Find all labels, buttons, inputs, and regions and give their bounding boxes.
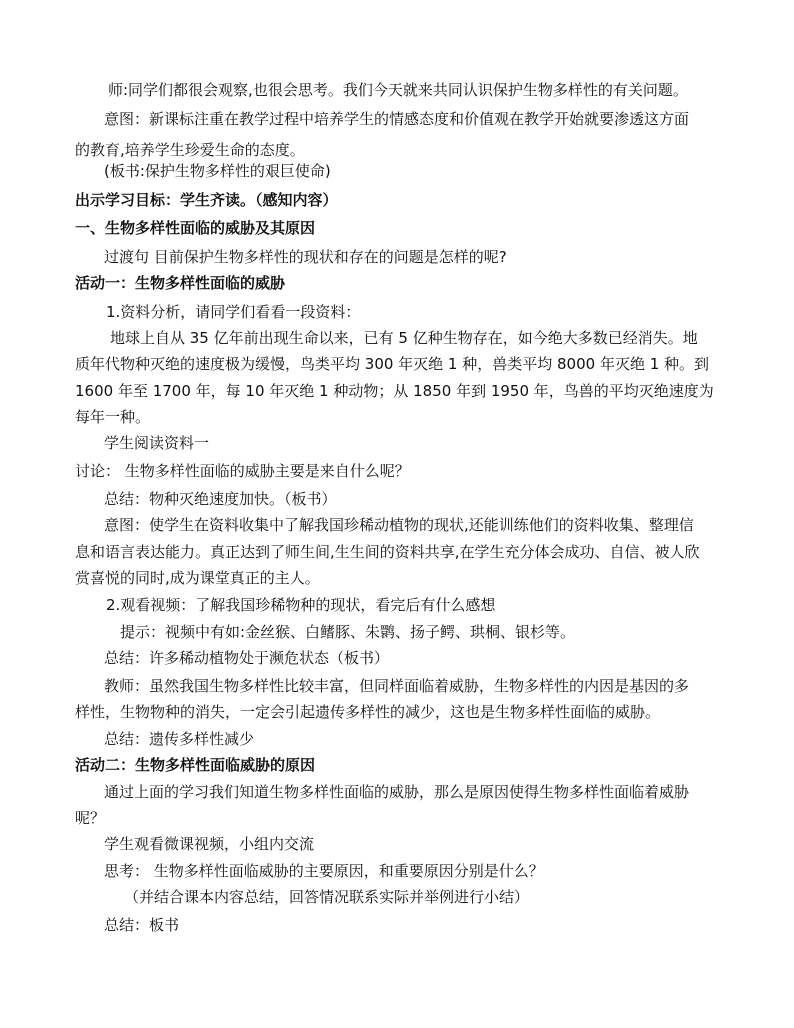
transition-line: 过渡句 目前保护生物多样性的现状和存在的问题是怎样的呢? [104, 248, 507, 266]
summary-line-3: 总结：遗传多样性减少 [104, 730, 255, 748]
student-reading-line: 学生阅读资料一 [104, 434, 210, 452]
learning-goal-heading: 出示学习目标：学生齐读。（感知内容） [75, 191, 338, 209]
summary-line-1: 总结：物种灭绝速度加快。（板书） [104, 490, 337, 508]
teacher-intro-line: 师:同学们都很会观察,也很会思考。我们今天就来共同认识保护生物多样性的有关问题。 [108, 81, 688, 99]
teacher-line-2: 样性，生物物种的消失，一定会引起遗传多样性的减少，这也是生物多样性面临的威胁。 [75, 703, 661, 721]
combine-note-line: （并结合课本内容总结，回答情况联系实际并举例进行小结） [124, 888, 530, 906]
student-video-line: 学生观看微课视频，小组内交流 [104, 835, 315, 853]
material-text-line-2: 质年代物种灭绝的速度极为缓慢，鸟类平均 300 年灭绝 1 种，兽类平均 8000 年灭绝 1 种。到 [75, 355, 710, 373]
intent-2-line-2: 息和语言表达能力。真正达到了师生间,生生间的资料共享,在学生充分体会成功、自信、被人欣 [75, 543, 700, 561]
intent-line-2: 的教育,培养学生珍爱生命的态度。 [75, 141, 305, 159]
board-note-line: (板书:保护生物多样性的艰巨使命) [104, 162, 331, 180]
material-text-line-4: 每年一种。 [75, 408, 151, 426]
material-text-line-1: 地球上自从 35 亿年前出现生命以来，已有 5 亿种生物存在，如今绝大多数已经消失。地 [110, 329, 698, 347]
activity-2-line-1: 通过上面的学习我们知道生物多样性面临的威胁，那么是原因使得生物多样性面临着威胁 [104, 783, 690, 801]
intent-2-line-1: 意图：使学生在资料收集中了解我国珍稀动植物的现状,还能训练他们的资料收集、整理信 [104, 516, 694, 534]
activity-1-heading: 活动一：生物多样性面临的威胁 [75, 274, 286, 292]
intent-2-line-3: 赏喜悦的同时,成为课堂真正的主人。 [75, 569, 320, 587]
summary-line-4: 总结：板书 [104, 916, 180, 934]
hint-line: 提示：视频中有如:金丝猴、白鳍豚、朱鹮、扬子鳄、珙桐、银杉等。 [120, 623, 576, 641]
activity-2-line-2: 呢？ [75, 809, 106, 827]
teacher-line-1: 教师：虽然我国生物多样性比较丰富，但同样面临着威胁，生物多样性的内因是基因的多 [104, 677, 690, 695]
activity-2-heading: 活动二：生物多样性面临威胁的原因 [75, 756, 316, 774]
intent-line-1: 意图：新课标注重在教学过程中培养学生的情感态度和价值观在教学开始就要渗透这方面 [104, 110, 690, 128]
video-line: 2.观看视频：了解我国珍稀物种的现状，看完后有什么感想 [106, 596, 496, 614]
discussion-line: 讨论： 生物多样性面临的威胁主要是来自什么呢？ [75, 462, 410, 480]
summary-line-2: 总结：许多稀动植物处于濒危状态（板书） [104, 649, 390, 667]
thinking-line: 思考： 生物多样性面临威胁的主要原因，和重要原因分别是什么？ [104, 862, 544, 880]
material-text-line-3: 1600 年至 1700 年，每 10 年灭绝 1 种动物；从 1850 年到 1950 年，鸟兽的平均灭绝速度为 [75, 382, 714, 400]
section-heading-1: 一、生物多样性面临的威胁及其原因 [75, 219, 316, 237]
material-analysis-line: 1.资料分析，请同学们看看一段资料： [106, 303, 361, 321]
